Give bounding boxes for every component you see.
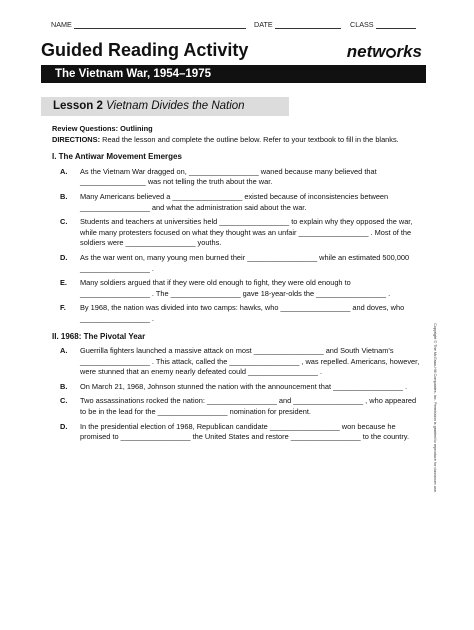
class-blank[interactable] [376, 20, 416, 29]
item-text: On March 21, 1968, Johnson stunned the nation with the announcement that _________________ . [80, 381, 408, 391]
item-label: E. [60, 278, 67, 288]
copyright-notice [431, 318, 439, 498]
item-text: Many Americans believed a _________________ existed because of inconsistencies between _________________ and what the administration said about the war. [80, 191, 389, 212]
item-label: B. [60, 381, 68, 391]
lesson-number: Lesson 2 [53, 100, 103, 112]
outline-item[interactable] [52, 217, 420, 249]
item-label: C. [60, 396, 68, 406]
item-text: Guerrilla fighters launched a massive attack on most _________________ and South Vietnam's _________________ . This attack, called the _________________ , was repelled. Americans, however, were stunned that an enemy nearly defeated could _________________ . [80, 346, 420, 377]
date-blank[interactable] [275, 20, 341, 29]
outline-item[interactable] [52, 382, 420, 393]
class-field[interactable] [350, 20, 416, 29]
copyright-text: Copyright © The McGraw-Hill Companies, Inc. Permission is granted to reproduce for classroom use. [433, 323, 437, 493]
item-label: F. [60, 303, 66, 313]
name-label: NAME [51, 20, 72, 29]
date-label: DATE [254, 20, 273, 29]
section-heading: II. 1968: The Pivotal Year [52, 331, 146, 341]
outline-item[interactable] [52, 396, 420, 417]
outline-item[interactable] [52, 303, 420, 324]
class-label: CLASS [350, 20, 374, 29]
lesson-title: Vietnam Divides the Nation [106, 100, 245, 112]
outline-item[interactable] [52, 278, 420, 299]
outline-item[interactable] [52, 192, 420, 213]
directions-label: DIRECTIONS: [52, 134, 101, 144]
name-blank[interactable] [74, 20, 246, 29]
item-label: D. [60, 252, 68, 262]
page-title: Guided Reading Activity [41, 40, 249, 60]
item-label: A. [60, 346, 68, 356]
subtitle-bar [41, 65, 426, 83]
item-label: C. [60, 217, 68, 227]
item-text: As the war went on, many young men burned their _________________ while an estimated 500,000 _________________ . [80, 252, 410, 273]
item-text: As the Vietnam War dragged on, _________________ waned because many believed that ________________ was not telling the truth about the war. [80, 166, 377, 187]
outline-item[interactable] [52, 422, 420, 443]
logo-ring-icon [386, 48, 396, 58]
section-heading: I. The Antiwar Movement Emerges [52, 152, 182, 162]
directions [52, 135, 420, 146]
item-label: D. [60, 421, 68, 431]
lesson-bar [41, 97, 289, 116]
date-field[interactable] [254, 20, 341, 29]
review-heading: Review Questions: Outlining [52, 124, 153, 133]
item-text: By 1968, the nation was divided into two camps: hawks, who _________________ and doves, who _________________ . [80, 303, 405, 323]
item-label: A. [60, 166, 68, 176]
worksheet-body [52, 124, 420, 443]
item-text: In the presidential election of 1968, Republican candidate _________________ won because he promised to _________________ the United States and restore _________________ to the country. [80, 421, 409, 442]
outline-item[interactable] [52, 167, 420, 188]
logo-prefix: netw [346, 42, 386, 61]
outline-item[interactable] [52, 346, 420, 378]
item-text: Many soldiers argued that if they were old enough to fight, they were old enough to _________________ . The _________________ gave 18-year-olds the _________________ . [80, 278, 391, 298]
item-label: B. [60, 191, 68, 201]
item-text: Students and teachers at universities held _________________ to explain why they opposed the war, while many protesters focused on what they thought was an unfair _________________ . Most of the soldiers were _________________ youths. [80, 217, 413, 248]
item-text: Two assassinations rocked the nation: _________________ and _________________ , who appeared to be in the lead for the _________________ nomination for president. [80, 396, 417, 417]
name-field[interactable] [51, 20, 246, 29]
networks-logo [347, 42, 422, 62]
outline-item[interactable] [52, 253, 420, 274]
directions-text: Read the lesson and complete the outline below. Refer to your textbook to fill in the blanks. [102, 134, 399, 144]
chapter-subtitle: The Vietnam War, 1954–1975 [55, 68, 211, 80]
logo-suffix: rks [396, 42, 422, 61]
